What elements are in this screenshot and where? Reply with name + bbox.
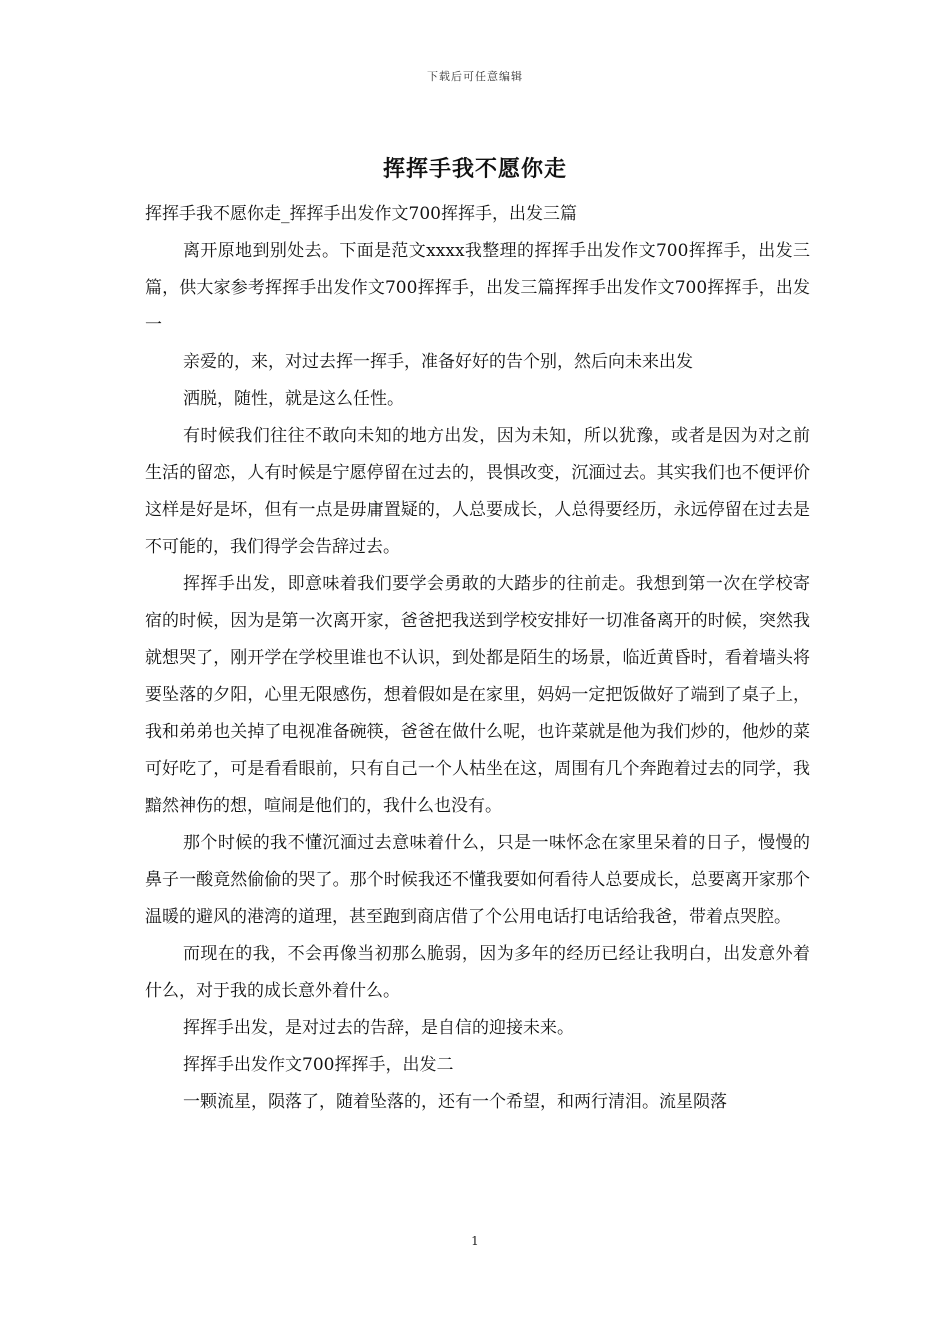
document-title: 挥挥手我不愿你走 [382,156,567,182]
paragraph: 而现在的我，不会再像当初那么脆弱，因为多年的经历已经让我明白，出发意外着什么，对于我的成长意外着什么。 [145,944,810,1001]
paragraph-intro: 离开原地到别处去。下面是范文xxxx我整理的挥挥手出发作文700挥挥手，出发三篇，供大家参考挥挥手出发作文700挥挥手，出发三篇挥挥手出发作文700挥挥手，出发一 [145,241,810,335]
paragraph: 亲爱的，来，对过去挥一挥手，准备好好的告个别，然后向未来出发 [183,352,693,372]
section-heading: 挥挥手出发作文700挥挥手，出发二 [183,1055,454,1075]
document-body [145,196,810,1121]
paragraph-subtitle: 挥挥手我不愿你走_挥挥手出发作文700挥挥手，出发三篇 [145,204,577,224]
paragraph: 挥挥手出发，是对过去的告辞，是自信的迎接未来。 [183,1018,574,1038]
header-note: 下载后可任意编辑 [427,70,523,83]
paragraph: 洒脱，随性，就是这么任性。 [183,389,404,409]
page-number: 1 [471,1234,479,1248]
paragraph: 挥挥手出发，即意味着我们要学会勇敢的大踏步的往前走。我想到第一次在学校寄宿的时候，因为是第一次离开家，爸爸把我送到学校安排好一切准备离开的时候，突然我就想哭了，刚开学在学校里谁也不认识，到处都是陌生的场景，临近黄昏时，看着墙头将要坠落的夕阳，心里无限感伤，想着假如是在家里，妈妈一定把饭做好了端到了桌子上，我和弟弟也关掉了电视准备碗筷，爸爸在做什么呢，也许菜就是他为我们炒的，他炒的菜可好吃了，可是看看眼前，只有自己一个人枯坐在这，周围有几个奔跑着过去的同学，我黯然神伤的想，喧闹是他们的，我什么也没有。 [145,574,810,816]
paragraph: 一颗流星，陨落了，随着坠落的，还有一个希望，和两行清泪。流星陨落 [183,1092,727,1112]
paragraph: 那个时候的我不懂沉湎过去意味着什么，只是一味怀念在家里呆着的日子，慢慢的鼻子一酸竟然偷偷的哭了。那个时候我还不懂我要如何看待人总要成长，总要离开家那个温暖的避风的港湾的道理，甚至跑到商店借了个公用电话打电话给我爸，带着点哭腔。 [145,833,810,927]
paragraph: 有时候我们往往不敢向未知的地方出发，因为未知，所以犹豫，或者是因为对之前生活的留恋，人有时候是宁愿停留在过去的，畏惧改变，沉湎过去。其实我们也不便评价这样是好是坏，但有一点是毋庸置疑的，人总要成长，人总得要经历，永远停留在过去是不可能的，我们得学会告辞过去。 [145,426,810,557]
